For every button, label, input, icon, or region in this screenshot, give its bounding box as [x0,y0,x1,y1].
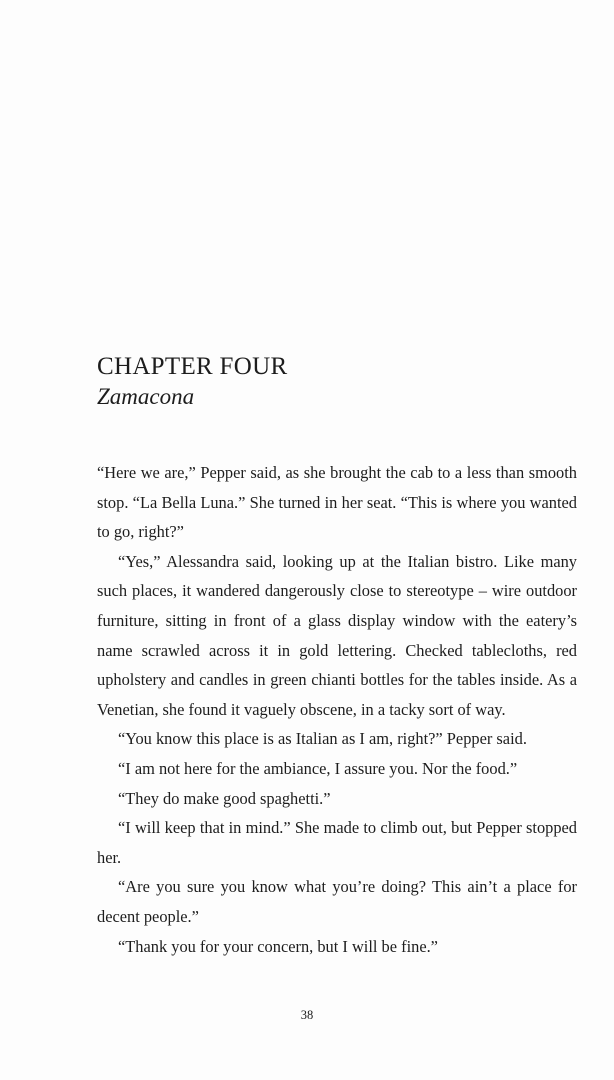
chapter-heading [97,352,577,412]
paragraph: “I will keep that in mind.” She made to climb out, but Pepper stopped her. [97,818,577,867]
paragraph: “You know this place is as Italian as I am, right?” Pepper said. [118,729,527,749]
chapter-body [97,458,577,961]
paragraph: “Yes,” Alessandra said, looking up at the Italian bistro. Like many such places, it wandered dangerously close to stereotype – wire outdoor furniture, sitting in front of a glass display window with the eatery’s name scrawled across it in gold lettering. Checked tablecloths, red upholstery and candles in green chianti bottles for the tables inside. As a Venetian, she found it vaguely obscene, in a tacky sort of way. [97,551,577,719]
paragraph: “I am not here for the ambiance, I assure you. Nor the food.” [118,758,518,778]
page-number: 38 [300,1008,314,1022]
paragraph: “Thank you for your concern, but I will be fine.” [118,936,438,956]
paragraph: “They do make good spaghetti.” [118,788,331,808]
chapter-subtitle: Zamacona [97,384,195,409]
chapter-title: CHAPTER FOUR [97,353,288,380]
paragraph: “Here we are,” Pepper said, as she brought the cab to a less than smooth stop. “La Bella Luna.” She turned in her seat. “This is where you wanted to go, right?” [97,463,577,542]
paragraph: “Are you sure you know what you’re doing? This ain’t a place for decent people.” [97,877,577,926]
